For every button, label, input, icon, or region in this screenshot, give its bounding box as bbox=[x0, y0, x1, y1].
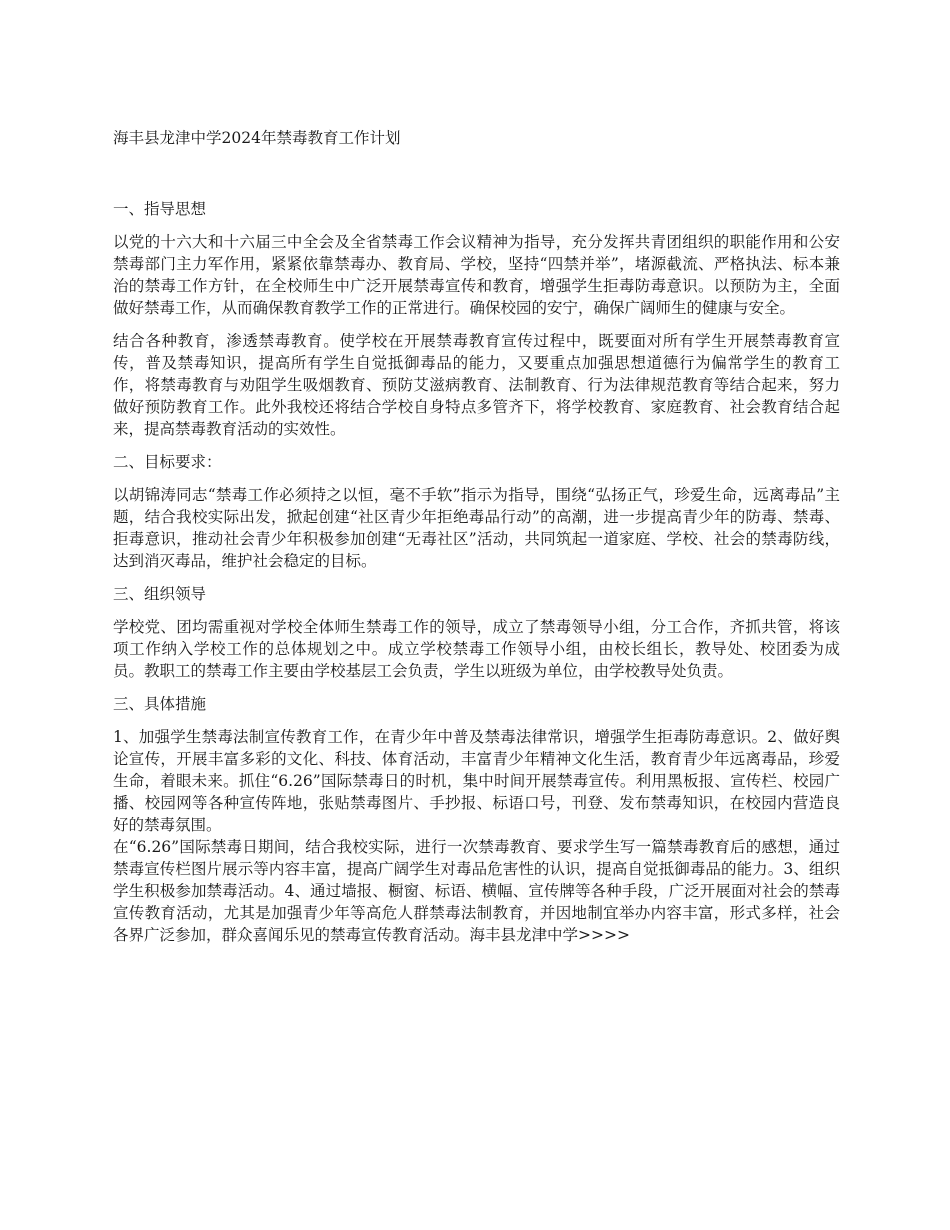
paragraph: 在“6.26”国际禁毒日期间，结合我校实际，进行一次禁毒教育、要求学生写一篇禁毒教育后的感想，通过禁毒宣传栏图片展示等内容丰富，提高广阔学生对毒品危害性的认识，提高自觉抵御毒品的能力。3、组织学生积极参加禁毒活动。4、通过墙报、橱窗、标语、横幅、宣传牌等各种手段，广泛开展面对社会的禁毒宣传教育活动，尤其是加强青少年等高危人群禁毒法制教育，并因地制宜举办内容丰富，形式多样，社会各界广泛参加，群众喜闻乐见的禁毒宣传教育活动。海丰县龙津中学>>>> bbox=[113, 838, 840, 944]
paragraph: 以党的十六大和十六届三中全会及全省禁毒工作会议精神为指导，充分发挥共青团组织的职能作用和公安禁毒部门主力军作用，紧紧依靠禁毒办、教育局、学校，坚持“四禁并举”，堵源截流、严格执法、标本兼治的禁毒工作方针，在全校师生中广泛开展禁毒宣传和教育，增强学生拒毒防毒意识。以预防为主，全面做好禁毒工作，从而确保教育教学工作的正常进行。确保校园的安宁，确保广阔师生的健康与安全。 bbox=[113, 233, 840, 317]
document-title: 海丰县龙津中学2024年禁毒教育工作计划 bbox=[113, 129, 401, 147]
section-heading-measures: 三、具体措施 bbox=[113, 695, 207, 713]
paragraph: 学校党、团均需重视对学校全体师生禁毒工作的领导，成立了禁毒领导小组，分工合作，齐抓共管，将该项工作纳入学校工作的总体规划之中。成立学校禁毒工作领导小组，由校长组长，教导处、校团委为成员。教职工的禁毒工作主要由学校基层工会负责，学生以班级为单位，由学校教导处负责。 bbox=[113, 618, 840, 680]
paragraph: 结合各种教育，渗透禁毒教育。使学校在开展禁毒教育宣传过程中，既要面对所有学生开展禁毒教育宣传，普及禁毒知识，提高所有学生自觉抵御毒品的能力，又要重点加强思想道德行为偏常学生的教育工作，将禁毒教育与劝阻学生吸烟教育、预防艾滋病教育、法制教育、行为法律规范教育等结合起来，努力做好预防教育工作。此外我校还将结合学校自身特点多管齐下，将学校教育、家庭教育、社会教育结合起来，提高禁毒教育活动的实效性。 bbox=[113, 332, 840, 438]
paragraph: 1、加强学生禁毒法制宣传教育工作，在青少年中普及禁毒法律常识，增强学生拒毒防毒意识。2、做好舆论宣传，开展丰富多彩的文化、科技、体育活动，丰富青少年精神文化生活，教育青少年远离毒品，珍爱生命，着眼未来。抓住“6.26”国际禁毒日的时机，集中时间开展禁毒宣传。利用黑板报、宣传栏、校园广播、校园网等各种宣传阵地，张贴禁毒图片、手抄报、标语口号，刊登、发布禁毒知识，在校园内营造良好的禁毒氛围。 bbox=[113, 728, 840, 834]
paragraph: 以胡锦涛同志“禁毒工作必须持之以恒，毫不手软”指示为指导，围绕“弘扬正气，珍爱生命，远离毒品”主题，结合我校实际出发，掀起创建“社区青少年拒绝毒品行动”的高潮，进一步提高青少年的防毒、禁毒、拒毒意识，推动社会青少年积极参加创建“无毒社区”活动，共同筑起一道家庭、学校、社会的禁毒防线，达到消灭毒品，维护社会稳定的目标。 bbox=[113, 486, 840, 570]
section-heading-guiding-ideology: 一、指导思想 bbox=[113, 200, 207, 218]
section-heading-goals: 二、目标要求： bbox=[113, 453, 222, 471]
section-heading-organization: 三、组织领导 bbox=[113, 585, 207, 603]
document-body bbox=[113, 198, 840, 957]
